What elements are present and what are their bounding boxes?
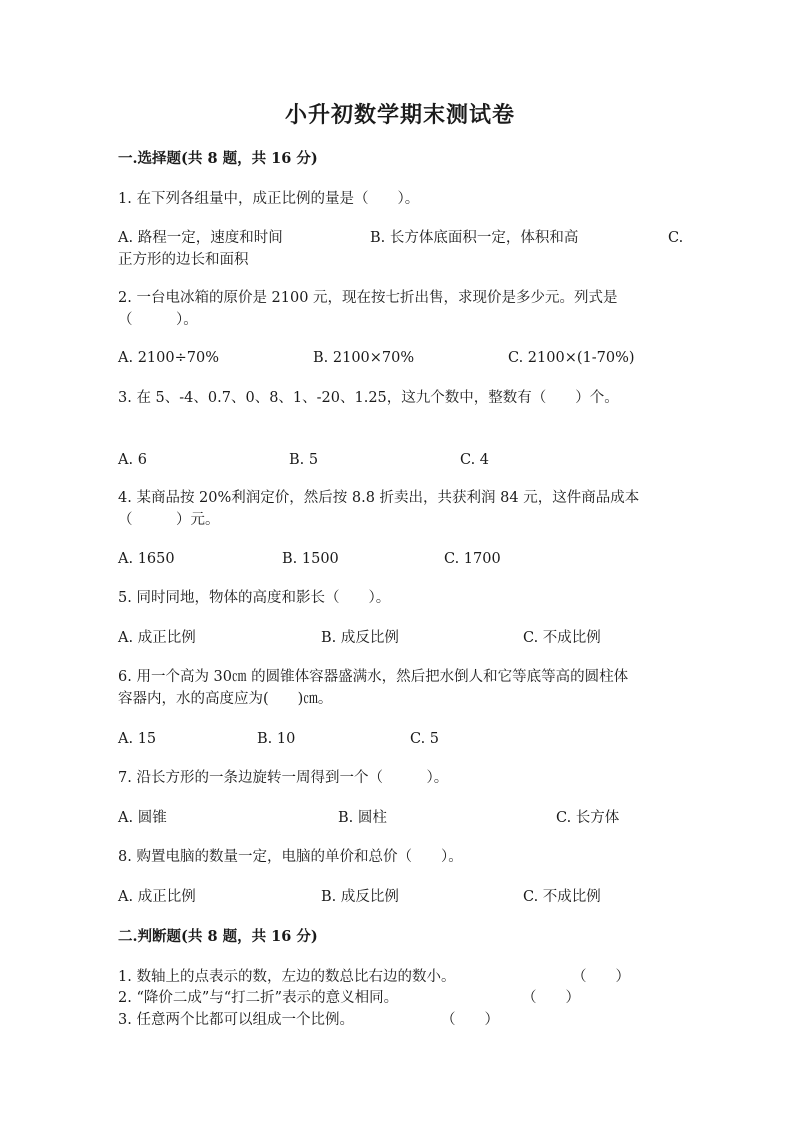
question-1-option-c-text: 正方形的边长和面积 bbox=[118, 252, 249, 268]
question-8-option-c: C. 不成比例 bbox=[523, 889, 601, 905]
question-2-stem: 2. 一台电冰箱的原价是 2100 元，现在按七折出售，求现价是多少元。列式是 bbox=[118, 290, 618, 306]
question-5-option-b: B. 成反比例 bbox=[321, 630, 399, 646]
question-7-option-c: C. 长方体 bbox=[556, 810, 620, 826]
question-5-option-a: A. 成正比例 bbox=[118, 630, 196, 646]
question-1-option-a: A. 路程一定，速度和时间 bbox=[118, 230, 283, 246]
question-1-option-b: B. 长方体底面积一定，体积和高 bbox=[370, 230, 579, 246]
question-6-stem-cont: 容器内，水的高度应为( )㎝。 bbox=[118, 691, 333, 707]
question-8-option-b: B. 成反比例 bbox=[321, 889, 399, 905]
question-7-option-a: A. 圆锥 bbox=[118, 810, 167, 826]
section-heading-choice: 一.选择题(共 8 题，共 16 分) bbox=[118, 150, 318, 167]
section-heading-true-false: 二.判断题(共 8 题，共 16 分) bbox=[118, 928, 318, 945]
question-5-option-c: C. 不成比例 bbox=[523, 630, 601, 646]
question-7-stem: 7. 沿长方形的一条边旋转一周得到一个（ ）。 bbox=[118, 770, 449, 786]
tf-item-2-text: 2. “降价二成”与“打二折”表示的意义相同。 bbox=[118, 990, 399, 1006]
tf-item-1-blank: （ ） bbox=[572, 969, 630, 985]
question-4-option-b: B. 1500 bbox=[282, 551, 339, 567]
question-3-option-b: B. 5 bbox=[289, 452, 319, 468]
question-4-option-a: A. 1650 bbox=[118, 551, 175, 567]
question-5-stem: 5. 同时同地，物体的高度和影长（ ）。 bbox=[118, 590, 391, 606]
page-title: 小升初数学期末测试卷 bbox=[284, 102, 515, 128]
question-3-option-a: A. 6 bbox=[118, 452, 147, 468]
question-6-option-c: C. 5 bbox=[410, 731, 440, 747]
question-4-stem-cont: （ ）元。 bbox=[118, 512, 220, 528]
tf-item-3-text: 3. 任意两个比都可以组成一个比例。 bbox=[118, 1012, 354, 1028]
question-2-option-b: B. 2100×70% bbox=[313, 350, 415, 366]
question-6-stem: 6. 用一个高为 30㎝ 的圆锥体容器盛满水，然后把水倒人和它等底等高的圆柱体 bbox=[118, 669, 629, 685]
tf-item-3-blank: （ ） bbox=[441, 1012, 499, 1028]
question-2-option-a: A. 2100÷70% bbox=[118, 350, 219, 366]
question-2-stem-cont: （ ）。 bbox=[118, 312, 198, 328]
question-6-option-b: B. 10 bbox=[257, 731, 296, 747]
tf-item-1-text: 1. 数轴上的点表示的数，左边的数总比右边的数小。 bbox=[118, 969, 456, 985]
question-2-option-c: C. 2100×(1-70%) bbox=[508, 350, 635, 366]
question-3-stem: 3. 在 5、-4、0.7、0、8、1、-20、1.25，这九个数中，整数有（ ）个。 bbox=[118, 390, 619, 406]
question-6-option-a: A. 15 bbox=[118, 731, 157, 747]
question-1-stem: 1. 在下列各组量中，成正比例的量是（ ）。 bbox=[118, 191, 420, 207]
question-8-stem: 8. 购置电脑的数量一定，电脑的单价和总价（ ）。 bbox=[118, 849, 463, 865]
question-3-option-c: C. 4 bbox=[460, 452, 490, 468]
question-8-option-a: A. 成正比例 bbox=[118, 889, 196, 905]
question-1-option-c: C. bbox=[668, 230, 684, 246]
question-7-option-b: B. 圆柱 bbox=[338, 810, 387, 826]
question-4-option-c: C. 1700 bbox=[444, 551, 501, 567]
question-4-stem: 4. 某商品按 20%利润定价，然后按 8.8 折卖出，共获利润 84 元，这件商品成本 bbox=[118, 490, 640, 506]
tf-item-2-blank: （ ） bbox=[522, 990, 580, 1006]
